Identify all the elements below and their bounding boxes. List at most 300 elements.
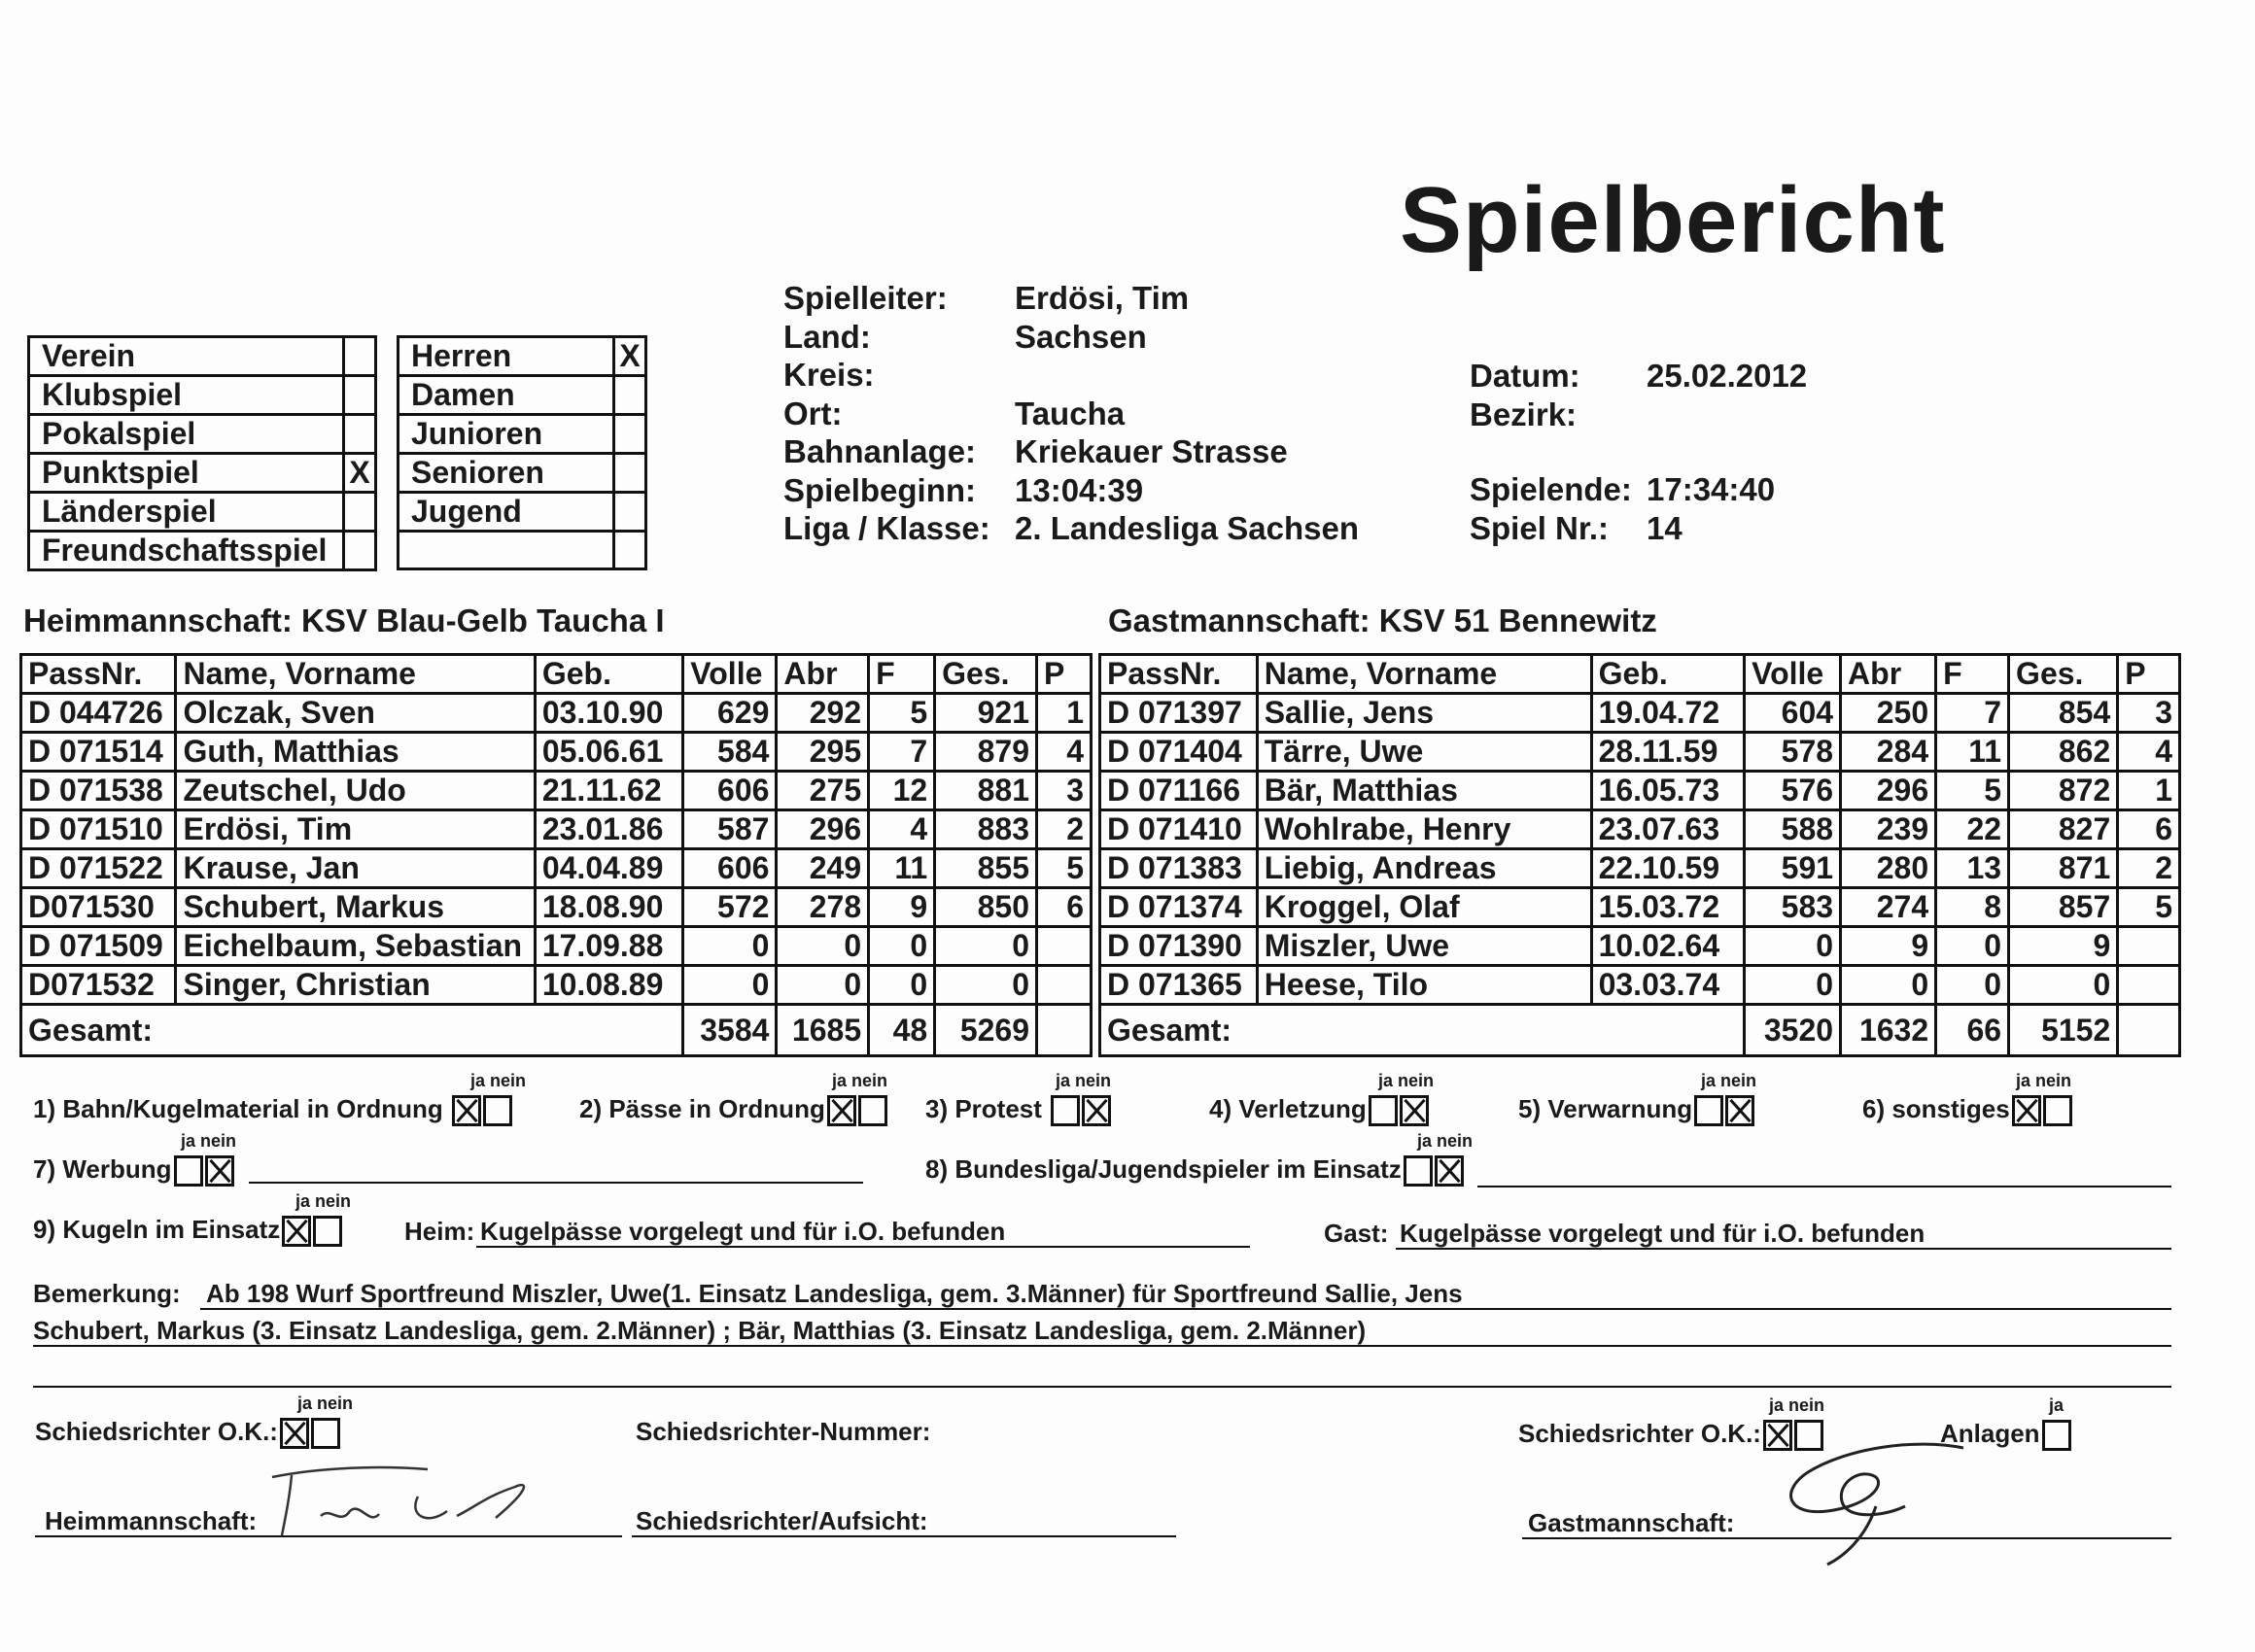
table-cell: D 044726 [21, 694, 176, 733]
table-cell: 5 [2118, 888, 2180, 927]
table-cell: 583 [1745, 888, 1841, 927]
sig-heim-label: Heimmannschaft: [45, 1506, 258, 1535]
table-cell: 0 [935, 927, 1037, 966]
total-volle: 3520 [1745, 1005, 1841, 1056]
game_type-mark[interactable] [344, 415, 376, 454]
game_type-mark[interactable] [344, 532, 376, 570]
q4-jn: ja nein [1378, 1071, 1435, 1090]
column-header: Ges. [935, 655, 1037, 694]
q6-nein-checkbox[interactable] [2043, 1095, 2072, 1126]
total-p [1037, 1005, 1092, 1056]
table-cell: 1 [2118, 772, 2180, 810]
column-header: P [2118, 655, 2180, 694]
table-cell: Sallie, Jens [1257, 694, 1591, 733]
q4-ja-checkbox[interactable] [1369, 1095, 1398, 1126]
table-cell: 295 [777, 733, 869, 772]
q4-nein-checkbox[interactable] [1400, 1095, 1429, 1126]
sr-nummer: Schiedsrichter-Nummer: [636, 1417, 931, 1446]
table-cell: 05.06.61 [535, 733, 682, 772]
table-cell: Zeutschel, Udo [176, 772, 535, 810]
table-row [21, 810, 1092, 849]
table-cell: 4 [869, 810, 935, 849]
game_type-row [29, 532, 376, 570]
game_type-label: Punktspiel [29, 454, 344, 493]
table-cell: 5 [1037, 849, 1092, 888]
table-cell: Eichelbaum, Sebastian [176, 927, 535, 966]
table-cell: 0 [935, 966, 1037, 1005]
table-cell: 21.11.62 [535, 772, 682, 810]
q1-ja-checkbox[interactable] [452, 1095, 481, 1126]
table-cell: 03.03.74 [1591, 966, 1745, 1005]
table-cell: 4 [2118, 733, 2180, 772]
table-cell: 850 [935, 888, 1037, 927]
q2-jn: ja nein [832, 1071, 888, 1090]
datum-label: Datum: [1470, 358, 1580, 394]
table-cell: 881 [935, 772, 1037, 810]
table-cell: 6 [2118, 810, 2180, 849]
anlagen: Anlagen [1940, 1419, 2071, 1451]
table-cell: 12 [869, 772, 935, 810]
header-row [783, 395, 1126, 434]
category-label: Junioren [399, 415, 614, 454]
table-cell: D071530 [21, 888, 176, 927]
table-cell: D 071374 [1100, 888, 1258, 927]
table-cell: Heese, Tilo [1257, 966, 1591, 1005]
table-cell: 16.05.73 [1591, 772, 1745, 810]
table-cell: D071532 [21, 966, 176, 1005]
table-cell: 284 [1841, 733, 1936, 772]
table-cell: D 071166 [1100, 772, 1258, 810]
table-cell: 9 [869, 888, 935, 927]
game_type-mark[interactable]: X [344, 454, 376, 493]
q1-jn: ja nein [470, 1071, 527, 1090]
category-row [399, 337, 646, 376]
table-cell: 855 [935, 849, 1037, 888]
header-label: Kreis: [783, 357, 875, 393]
guest-team: Gastmannschaft: KSV 51 Bennewitz [1108, 602, 1657, 638]
category-mark[interactable] [614, 415, 646, 454]
page-title: Spielbericht [1400, 168, 1946, 272]
category-mark[interactable] [614, 532, 646, 569]
table-cell: Liebig, Andreas [1257, 849, 1591, 888]
q8-ja-checkbox[interactable] [1404, 1155, 1433, 1187]
table-cell: 296 [777, 810, 869, 849]
heim-label: Heim: [404, 1217, 475, 1246]
gast-line [1396, 1248, 2171, 1250]
table-cell: 606 [683, 849, 777, 888]
table-cell: 0 [683, 966, 777, 1005]
q8-jn: ja nein [1417, 1131, 1474, 1151]
category-row [399, 415, 646, 454]
table-cell: 249 [777, 849, 869, 888]
remark-label: Bemerkung: [33, 1279, 181, 1308]
column-header: Geb. [535, 655, 682, 694]
total-label: Gesamt: [1100, 1005, 1745, 1056]
table-cell: 274 [1841, 888, 1936, 927]
table-cell: D 071383 [1100, 849, 1258, 888]
table-cell: 862 [2009, 733, 2118, 772]
table-cell: 0 [1936, 966, 2009, 1005]
anlagen-jn: ja [2049, 1395, 2064, 1415]
category-label: Jugend [399, 493, 614, 532]
table-row [1100, 694, 2180, 733]
q8-line [1477, 1186, 2171, 1187]
table-row [21, 966, 1092, 1005]
category-box [397, 335, 647, 570]
table-cell: 278 [777, 888, 869, 927]
home-players-table [19, 653, 1093, 1057]
gast-label: Gast: [1324, 1219, 1389, 1248]
q7-ja-checkbox[interactable] [174, 1155, 203, 1187]
table-cell: 0 [1936, 927, 2009, 966]
table-cell: 604 [1745, 694, 1841, 733]
guest-players-table [1098, 653, 2181, 1057]
table-cell: 10.02.64 [1591, 927, 1745, 966]
sig-aufsicht-line [632, 1535, 1176, 1537]
table-cell [2118, 966, 2180, 1005]
table-cell: 584 [683, 733, 777, 772]
q6-jn: ja nein [2016, 1071, 2072, 1090]
q5-jn: ja nein [1701, 1071, 1757, 1090]
game_type-label: Freundschaftsspiel [29, 532, 344, 570]
sig-aufsicht-label: Schiedsrichter/Aufsicht: [636, 1506, 928, 1535]
q5-nein-checkbox[interactable] [1725, 1095, 1754, 1126]
game_type-label: Pokalspiel [29, 415, 344, 454]
q9-nein-checkbox[interactable] [313, 1216, 342, 1247]
table-cell: Krause, Jan [176, 849, 535, 888]
column-header: Name, Vorname [176, 655, 535, 694]
q6-ja-checkbox[interactable] [2012, 1095, 2041, 1126]
table-cell: Miszler, Uwe [1257, 927, 1591, 966]
sr-ok-left-jn: ja nein [297, 1394, 354, 1413]
table-cell: 921 [935, 694, 1037, 733]
q5-ja-checkbox[interactable] [1694, 1095, 1723, 1126]
category-label: Damen [399, 376, 614, 415]
table-cell: 2 [2118, 849, 2180, 888]
game_type-mark[interactable] [344, 376, 376, 415]
table-cell: 883 [935, 810, 1037, 849]
table-cell: 17.09.88 [535, 927, 682, 966]
sr-ok-right-jn: ja nein [1769, 1395, 1825, 1415]
question-6: 6) sonstiges [1862, 1094, 2072, 1126]
game_type-row [29, 415, 376, 454]
table-row [21, 733, 1092, 772]
game_type-label: Klubspiel [29, 376, 344, 415]
total-abr: 1632 [1841, 1005, 1936, 1056]
column-header: Volle [683, 655, 777, 694]
table-cell: 9 [1841, 927, 1936, 966]
heim-line [476, 1246, 1250, 1248]
table-cell: 5 [1936, 772, 2009, 810]
q3-ja-checkbox[interactable] [1051, 1095, 1080, 1126]
header-label: Spielleiter: [783, 280, 948, 316]
table-cell: 10.08.89 [535, 966, 682, 1005]
sr-ok-left-nein-checkbox[interactable] [311, 1418, 340, 1449]
question-1: 1) Bahn/Kugelmaterial in Ordnung [33, 1094, 512, 1126]
total-row [1100, 1005, 2180, 1056]
table-cell: 7 [869, 733, 935, 772]
header-label: Bahnanlage: [783, 433, 977, 469]
game_type-row [29, 454, 376, 493]
game_type-row [29, 337, 376, 376]
table-cell: 8 [1936, 888, 2009, 927]
table-cell: 0 [777, 966, 869, 1005]
table-row [1100, 772, 2180, 810]
question-5: 5) Verwarnung [1518, 1094, 1754, 1126]
table-row [1100, 810, 2180, 849]
table-cell: Wohlrabe, Henry [1257, 810, 1591, 849]
table-cell: 18.08.90 [535, 888, 682, 927]
table-cell: 827 [2009, 810, 2118, 849]
sr-ok-left-ja-checkbox[interactable] [280, 1418, 309, 1449]
table-cell: 0 [1745, 966, 1841, 1005]
table-row [1100, 927, 2180, 966]
table-cell [2118, 927, 2180, 966]
column-header: Geb. [1591, 655, 1745, 694]
header-value: Kriekauer Strasse [1015, 433, 1288, 469]
question-9: 9) Kugeln im Einsatz [33, 1215, 342, 1247]
table-cell: 3 [2118, 694, 2180, 733]
total-row [21, 1005, 1092, 1056]
q2-ja-checkbox[interactable] [827, 1095, 856, 1126]
table-cell: 03.10.90 [535, 694, 682, 733]
header-label: Ort: [783, 395, 843, 431]
category-mark[interactable] [614, 493, 646, 532]
table-cell: Tärre, Uwe [1257, 733, 1591, 772]
column-header: F [1936, 655, 2009, 694]
table-cell: 19.04.72 [1591, 694, 1745, 733]
table-cell [1037, 966, 1092, 1005]
table-row [21, 849, 1092, 888]
bezirk-label: Bezirk: [1470, 396, 1578, 432]
header-label: Land: [783, 318, 871, 355]
category-row [399, 532, 646, 569]
home-signature [262, 1458, 554, 1545]
q7-jn: ja nein [181, 1131, 237, 1151]
table-cell: 04.04.89 [535, 849, 682, 888]
table-cell: 0 [1841, 966, 1936, 1005]
table-cell: Schubert, Markus [176, 888, 535, 927]
column-header: Ges. [2009, 655, 2118, 694]
table-cell: Guth, Matthias [176, 733, 535, 772]
datum-value: 25.02.2012 [1647, 358, 1808, 394]
category-row [399, 493, 646, 532]
table-cell [1037, 927, 1092, 966]
q2-nein-checkbox[interactable] [858, 1095, 887, 1126]
game_type-row [29, 493, 376, 532]
total-abr: 1685 [777, 1005, 869, 1056]
table-cell: D 071397 [1100, 694, 1258, 733]
header-row [783, 280, 1190, 319]
game_type-row [29, 376, 376, 415]
column-header: P [1037, 655, 1092, 694]
sig-gast-label: Gastmannschaft: [1528, 1508, 1735, 1537]
table-cell: 0 [1745, 927, 1841, 966]
table-row [1100, 849, 2180, 888]
table-cell: 239 [1841, 810, 1936, 849]
remark-underline-3 [33, 1386, 2171, 1388]
q7-line [249, 1182, 863, 1184]
question-4: 4) Verletzung [1209, 1094, 1429, 1126]
table-row [21, 694, 1092, 733]
header-label: Spielbeginn: [783, 471, 976, 508]
remark-underline-2 [33, 1345, 2171, 1347]
table-cell: D 071514 [21, 733, 176, 772]
remark-line-1: Ab 198 Wurf Sportfreund Miszler, Uwe(1. Einsatz Landesliga, gem. 3.Männer) für Sportfreund Sallie, Jens [206, 1279, 1463, 1308]
total-f: 48 [869, 1005, 935, 1056]
table-cell: 857 [2009, 888, 2118, 927]
table-cell: 629 [683, 694, 777, 733]
category-mark[interactable] [614, 376, 646, 415]
q1-nein-checkbox[interactable] [483, 1095, 512, 1126]
table-cell: Bär, Matthias [1257, 772, 1591, 810]
heim-text: Kugelpässe vorgelegt und für i.O. befunden [480, 1217, 1006, 1246]
column-header: Volle [1745, 655, 1841, 694]
game-type-box [27, 335, 377, 571]
table-cell: D 071538 [21, 772, 176, 810]
total-volle: 3584 [683, 1005, 777, 1056]
table-cell: 587 [683, 810, 777, 849]
table-row [1100, 733, 2180, 772]
table-cell: 0 [869, 927, 935, 966]
table-cell: 7 [1936, 694, 2009, 733]
table-cell: 22.10.59 [1591, 849, 1745, 888]
header-info [783, 280, 1359, 549]
table-cell: D 071365 [1100, 966, 1258, 1005]
category-row [399, 376, 646, 415]
remark-underline-1 [200, 1308, 2171, 1310]
table-cell: D 071522 [21, 849, 176, 888]
table-row [1100, 966, 2180, 1005]
table-cell: 23.07.63 [1591, 810, 1745, 849]
question-2: 2) Pässe in Ordnung [579, 1094, 887, 1126]
home-team: Heimmannschaft: KSV Blau-Gelb Taucha I [23, 602, 665, 638]
gast-text: Kugelpässe vorgelegt und für i.O. befunden [1400, 1219, 1925, 1248]
column-header: Abr [1841, 655, 1936, 694]
spielnr-label: Spiel Nr.: [1470, 510, 1610, 546]
table-cell: 588 [1745, 810, 1841, 849]
table-cell: 296 [1841, 772, 1936, 810]
header-row [783, 318, 1147, 358]
table-cell: 872 [2009, 772, 2118, 810]
table-cell: Kroggel, Olaf [1257, 888, 1591, 927]
total-ges: 5152 [2009, 1005, 2118, 1056]
header-value: 13:04:39 [1015, 471, 1144, 508]
q3-jn: ja nein [1056, 1071, 1112, 1090]
table-cell: Olczak, Sven [176, 694, 535, 733]
table-row [21, 888, 1092, 927]
table-cell: 15.03.72 [1591, 888, 1745, 927]
table-cell: 576 [1745, 772, 1841, 810]
table-cell: 6 [1037, 888, 1092, 927]
spielende-label: Spielende: [1470, 471, 1632, 507]
table-cell: D 071404 [1100, 733, 1258, 772]
spielnr-value: 14 [1647, 510, 1683, 546]
anlagen-ja-checkbox[interactable] [2042, 1420, 2071, 1451]
table-cell: D 071510 [21, 810, 176, 849]
q7-nein-checkbox[interactable] [205, 1155, 234, 1187]
question-3: 3) Protest [925, 1094, 1111, 1126]
table-cell: D 071390 [1100, 927, 1258, 966]
total-ges: 5269 [935, 1005, 1037, 1056]
table-cell: 3 [1037, 772, 1092, 810]
category-label [399, 532, 614, 569]
table-cell: 578 [1745, 733, 1841, 772]
column-header: PassNr. [21, 655, 176, 694]
sr-ok-left: Schiedsrichter O.K.: [35, 1417, 340, 1449]
table-cell: 4 [1037, 733, 1092, 772]
category-mark[interactable]: X [614, 337, 646, 376]
header-value: Sachsen [1015, 318, 1147, 355]
column-header: PassNr. [1100, 655, 1258, 694]
table-cell: 1 [1037, 694, 1092, 733]
header-value: Erdösi, Tim [1015, 280, 1190, 316]
game_type-mark[interactable] [344, 493, 376, 532]
header-row [783, 510, 1359, 549]
table-row [21, 772, 1092, 810]
category-label: Herren [399, 337, 614, 376]
q9-jn: ja nein [295, 1191, 352, 1211]
table-cell: 5 [869, 694, 935, 733]
question-7: 7) Werbung [33, 1154, 234, 1187]
table-cell: 11 [1936, 733, 2009, 772]
header-label: Liga / Klasse: [783, 510, 990, 546]
table-cell: 572 [683, 888, 777, 927]
total-p [2118, 1005, 2180, 1056]
game_type-label: Länderspiel [29, 493, 344, 532]
table-cell: 275 [777, 772, 869, 810]
q8-nein-checkbox[interactable] [1435, 1155, 1464, 1187]
guest-signature [1769, 1428, 1983, 1574]
table-cell: 591 [1745, 849, 1841, 888]
table-cell: 0 [777, 927, 869, 966]
table-cell: Erdösi, Tim [176, 810, 535, 849]
spielende-value: 17:34:40 [1647, 471, 1776, 507]
header-row [783, 357, 990, 396]
question-8: 8) Bundesliga/Jugendspieler im Einsatz [925, 1154, 1464, 1187]
table-cell: 0 [2009, 966, 2118, 1005]
table-cell: 9 [2009, 927, 2118, 966]
table-cell: 13 [1936, 849, 2009, 888]
header-value: Taucha [1015, 395, 1126, 431]
table-cell: 292 [777, 694, 869, 733]
total-f: 66 [1936, 1005, 2009, 1056]
table-row [1100, 888, 2180, 927]
total-label: Gesamt: [21, 1005, 683, 1056]
table-cell: 854 [2009, 694, 2118, 733]
category-mark[interactable] [614, 454, 646, 493]
category-row [399, 454, 646, 493]
table-cell: 28.11.59 [1591, 733, 1745, 772]
table-cell: Singer, Christian [176, 966, 535, 1005]
q9-ja-checkbox[interactable] [282, 1216, 311, 1247]
table-cell: 11 [869, 849, 935, 888]
game_type-mark[interactable] [344, 337, 376, 376]
table-cell: 0 [683, 927, 777, 966]
table-cell: 879 [935, 733, 1037, 772]
table-cell: 250 [1841, 694, 1936, 733]
q3-nein-checkbox[interactable] [1082, 1095, 1111, 1126]
table-cell: 606 [683, 772, 777, 810]
header-value: 2. Landesliga Sachsen [1015, 510, 1359, 546]
column-header: Abr [777, 655, 869, 694]
table-cell: 22 [1936, 810, 2009, 849]
header-row [783, 433, 1288, 472]
sr-ok-right: Schiedsrichter O.K.: [1518, 1419, 1823, 1451]
table-row [21, 927, 1092, 966]
category-label: Senioren [399, 454, 614, 493]
table-cell: D 071509 [21, 927, 176, 966]
